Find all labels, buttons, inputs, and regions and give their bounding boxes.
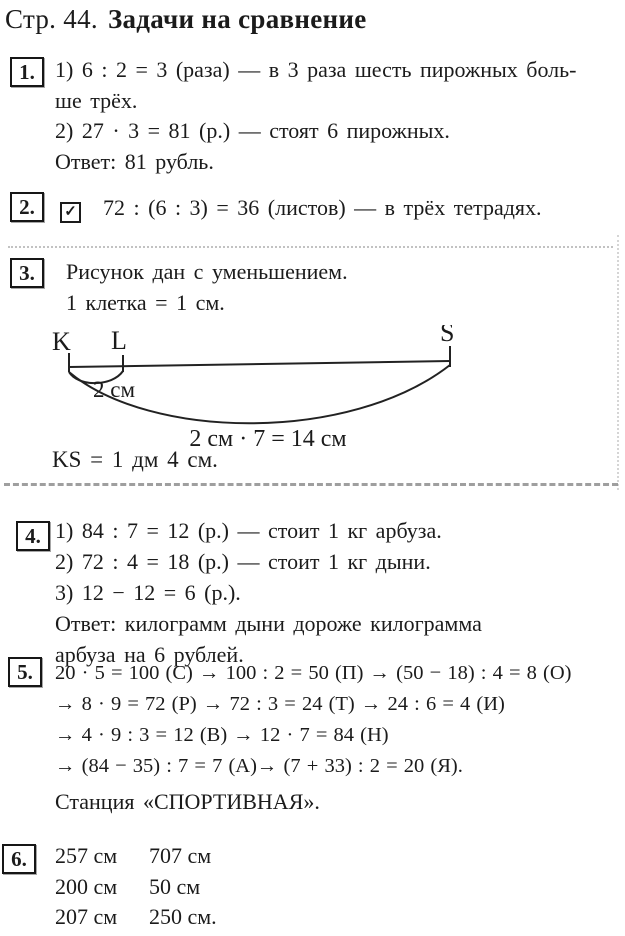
checkmark-icon: ✓ — [64, 204, 77, 220]
problem-number-label: 3. — [19, 260, 35, 285]
solution-line: 3) 12 − 12 = 6 (р.). — [55, 580, 241, 605]
problem-number-box-3 — [10, 258, 44, 288]
problem-number-label: 1. — [19, 59, 35, 84]
measurement-row — [55, 902, 217, 933]
scan-artifact-dashed-line — [4, 483, 618, 486]
problem-number-box-5 — [8, 657, 42, 687]
solution-line: 1) 84 : 7 = 12 (р.) — стоит 1 кг арбуза. — [55, 518, 442, 543]
solution-line: 1) 6 : 2 = 3 (раза) — в 3 раза шесть пирожных боль- — [55, 57, 577, 82]
point-label-s: S — [440, 325, 455, 347]
scan-artifact-dotted-line — [8, 246, 613, 248]
solution-line: → (84 − 35) : 7 = 7 (А)→ (7 + 33) : 2 = 20 (Я). — [55, 755, 463, 777]
big-arc — [69, 365, 450, 423]
problem-number-box-6 — [2, 844, 36, 874]
answer-line: арбуза на 6 рублей. — [55, 642, 244, 667]
problem-number-box-1 — [10, 57, 44, 87]
answer-line: Ответ: 81 рубль. — [55, 148, 214, 174]
checked-checkbox-icon — [60, 202, 81, 223]
problem-5-answer: Станция «СПОРТИВНАЯ». — [55, 789, 320, 814]
problem-number-label: 5. — [17, 659, 33, 684]
page-number-label: Стр. 44. — [5, 4, 98, 34]
measurement-row — [55, 872, 217, 903]
solution-line: → 8 · 9 = 72 (Р) → 72 : 3 = 24 (Т) → 24 : 6 = 4 (И) — [55, 693, 505, 715]
point-label-l: L — [111, 326, 127, 355]
problem-3-solution — [66, 256, 348, 318]
problem-4-solution — [55, 515, 482, 670]
page-title — [5, 4, 367, 35]
measurement-value: 257 см — [55, 843, 118, 868]
problem-5-solution — [55, 658, 571, 782]
problem-number-label: 2. — [19, 194, 35, 219]
solution-line: Рисунок дан с уменьшением. — [66, 259, 348, 284]
measurement-row — [55, 841, 217, 872]
page-topic-label: Задачи на сравнение — [107, 4, 367, 34]
solution-line: 2) 27 · 3 = 81 (р.) — стоят 6 пирожных. — [55, 118, 450, 143]
answer-line: Ответ: килограмм дыни дороже килограмма — [55, 611, 482, 636]
problem-number-label: 4. — [25, 523, 41, 548]
measurement-value: 707 см — [149, 843, 212, 868]
solution-line: 20 · 5 = 100 (С) → 100 : 2 = 50 (П) → (50 − 18) : 4 = 8 (О) — [55, 662, 572, 684]
solution-line: → 4 · 9 : 3 = 12 (В) → 12 · 7 = 84 (Н) — [55, 724, 389, 746]
problem-1-solution — [55, 55, 577, 177]
segment-diagram — [0, 325, 625, 460]
solution-line: ше трёх. — [55, 87, 138, 113]
segment-line — [69, 361, 450, 367]
small-arc-label: 2 см — [93, 377, 136, 402]
measurement-value: 50 см — [149, 873, 201, 899]
measurement-value: 207 см — [55, 904, 118, 929]
problem-number-box-2 — [10, 192, 44, 222]
solution-line: 2) 72 : 4 = 18 (р.) — стоит 1 кг дыни. — [55, 549, 431, 574]
problem-number-label: 6. — [11, 846, 27, 871]
diagram-result-line: KS = 1 дм 4 см. — [52, 447, 218, 472]
problem-number-box-4 — [16, 521, 50, 551]
big-arc-label: 2 см · 7 = 14 см — [189, 426, 347, 452]
problem-2-solution — [60, 193, 542, 224]
solution-line: 72 : (6 : 3) = 36 (листов) — в трёх тетрадях. — [103, 195, 542, 220]
point-label-k: K — [52, 327, 71, 356]
small-arc — [69, 371, 123, 383]
problem-6-solution — [55, 841, 217, 933]
measurement-value: 250 см. — [149, 904, 217, 929]
solution-line: 1 клетка = 1 см. — [66, 290, 225, 315]
scan-artifact-dotted-edge — [617, 235, 619, 490]
measurement-value: 200 см — [55, 873, 118, 899]
